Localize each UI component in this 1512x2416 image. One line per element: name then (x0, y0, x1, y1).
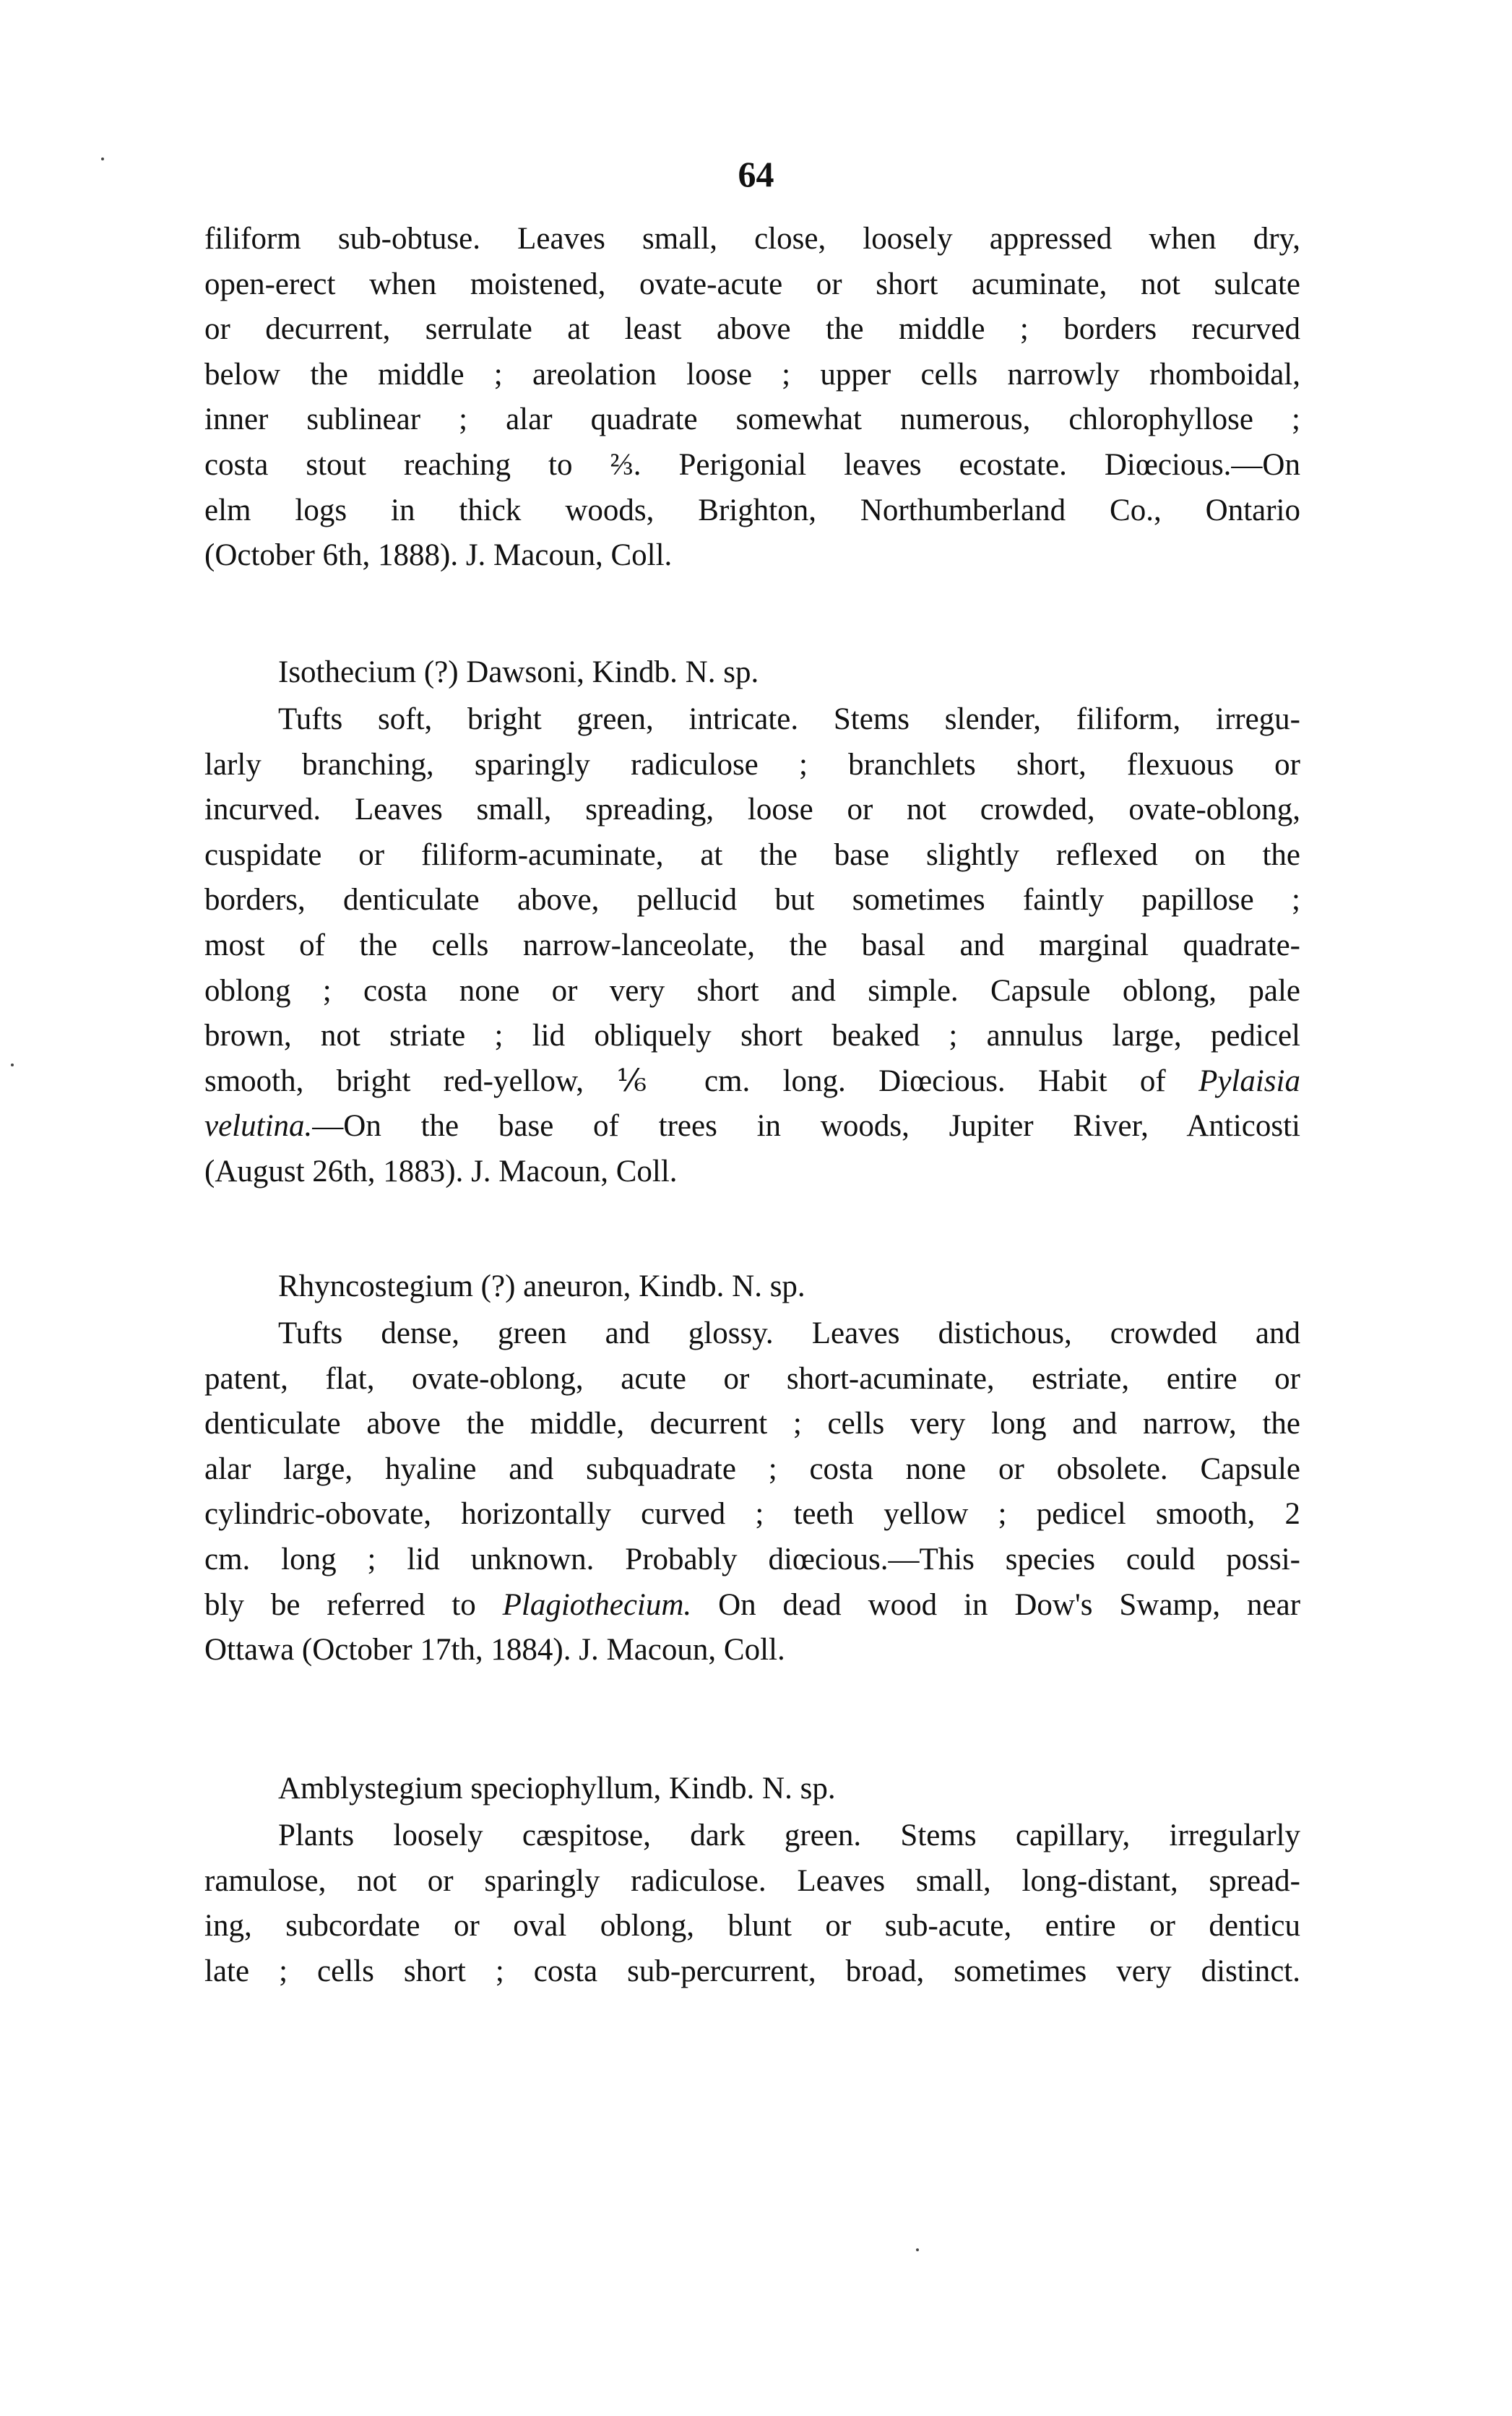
text-line: (August 26th, 1883). J. Macoun, Coll. (204, 1154, 678, 1188)
text-line: alar large, hyaline and subquadrate ; costa none or obsolete. Capsule (204, 1451, 1300, 1486)
text-line: open-erect when moistened, ovate-acute or short acuminate, not sulcate (204, 267, 1300, 301)
species-heading-rhyncostegium: Rhyncostegium (?) aneuron, Kindb. N. sp. (278, 1269, 805, 1303)
species-heading-isothecium: Isothecium (?) Dawsoni, Kindb. N. sp. (278, 655, 759, 689)
text-line: (October 6th, 1888). J. Macoun, Coll. (204, 538, 673, 573)
species-description-rhyncostegium (204, 1311, 1300, 1673)
text-line: cylindric-obovate, horizontally curved ; teeth yellow ; pedicel smooth, 2 (204, 1497, 1300, 1532)
text-segment: On dead wood in Dow's Swamp, near (718, 1587, 1301, 1622)
text-line: inner sublinear ; alar quadrate somewhat numerous, chlorophyllose ; (204, 402, 1300, 437)
text-line: ing, subcordate or oval oblong, blunt or sub-acute, entire or denticu (204, 1909, 1300, 1943)
text-line: elm logs in thick woods, Brighton, Northumberland Co., Ontario (204, 493, 1300, 527)
page-number: 64 (738, 154, 774, 194)
text-line: Tufts dense, green and glossy. Leaves distichous, crowded and (278, 1316, 1300, 1350)
text-line: cuspidate or filiform-acuminate, at the base slightly reflexed on the (204, 837, 1300, 872)
scan-speck (101, 158, 104, 160)
text-line: most of the cells narrow-lanceolate, the basal and marginal quadrate- (204, 928, 1300, 962)
text-line: ramulose, not or sparingly radiculose. Leaves small, long-distant, spread- (204, 1863, 1300, 1898)
text-line: Tufts soft, bright green, intricate. Stems slender, filiform, irregu- (278, 702, 1300, 736)
text-line: below the middle ; areolation loose ; upper cells narrowly rhomboidal, (204, 357, 1300, 392)
paragraph-continuation (204, 217, 1300, 579)
text-line: or decurrent, serrulate at least above the middle ; borders recurved (204, 312, 1300, 347)
scan-speck (11, 1064, 14, 1066)
text-line: patent, flat, ovate-oblong, acute or short-acuminate, estriate, entire or (204, 1361, 1300, 1396)
text-line-with-italic (204, 1583, 1300, 1628)
text-line: Ottawa (October 17th, 1884). J. Macoun, Coll. (204, 1633, 785, 1668)
text-line: larly branching, sparingly radiculose ; branchlets short, flexuous or (204, 747, 1300, 782)
text-segment: bly be referred to (204, 1587, 476, 1622)
text-line: incurved. Leaves small, spreading, loose or not crowded, ovate-oblong, (204, 793, 1300, 827)
text-line: filiform sub-obtuse. Leaves small, close, loosely appressed when dry, (204, 222, 1300, 256)
text-line: brown, not striate ; lid obliquely short beaked ; annulus large, pedicel (204, 1019, 1300, 1053)
italic-taxon: velutina. (204, 1109, 313, 1144)
text-line-with-italic (204, 1104, 1300, 1149)
text-line-with-italic (204, 1059, 1300, 1105)
text-line: cm. long ; lid unknown. Probably diœcious.—This species could possi- (204, 1542, 1300, 1576)
text-segment: —On the base of trees in woods, Jupiter River, Anticosti (312, 1109, 1300, 1144)
species-description-isothecium (204, 697, 1300, 1195)
scan-speck (916, 2248, 919, 2251)
italic-taxon: Pylaisia (1198, 1064, 1300, 1098)
text-line: borders, denticulate above, pellucid but sometimes faintly papillose ; (204, 883, 1300, 918)
text-line: Plants loosely cæspitose, dark green. Stems capillary, irregularly (278, 1819, 1300, 1852)
text-line: oblong ; costa none or very short and simple. Capsule oblong, pale (204, 973, 1300, 1008)
text-segment: smooth, bright red-yellow, ⅙ cm. long. Diœcious. Habit of (204, 1064, 1166, 1098)
italic-taxon: Plagiothecium. (502, 1587, 692, 1622)
species-description-amblystegium (204, 1813, 1300, 1994)
species-heading-amblystegium: Amblystegium speciophyllum, Kindb. N. sp. (278, 1772, 836, 1805)
text-line: late ; cells short ; costa sub-percurrent, broad, sometimes very distinct. (204, 1954, 1300, 1988)
text-line: costa stout reaching to ⅔. Perigonial leaves ecostate. Diœcious.—On (204, 447, 1300, 482)
text-line: denticulate above the middle, decurrent ; cells very long and narrow, the (204, 1407, 1300, 1441)
